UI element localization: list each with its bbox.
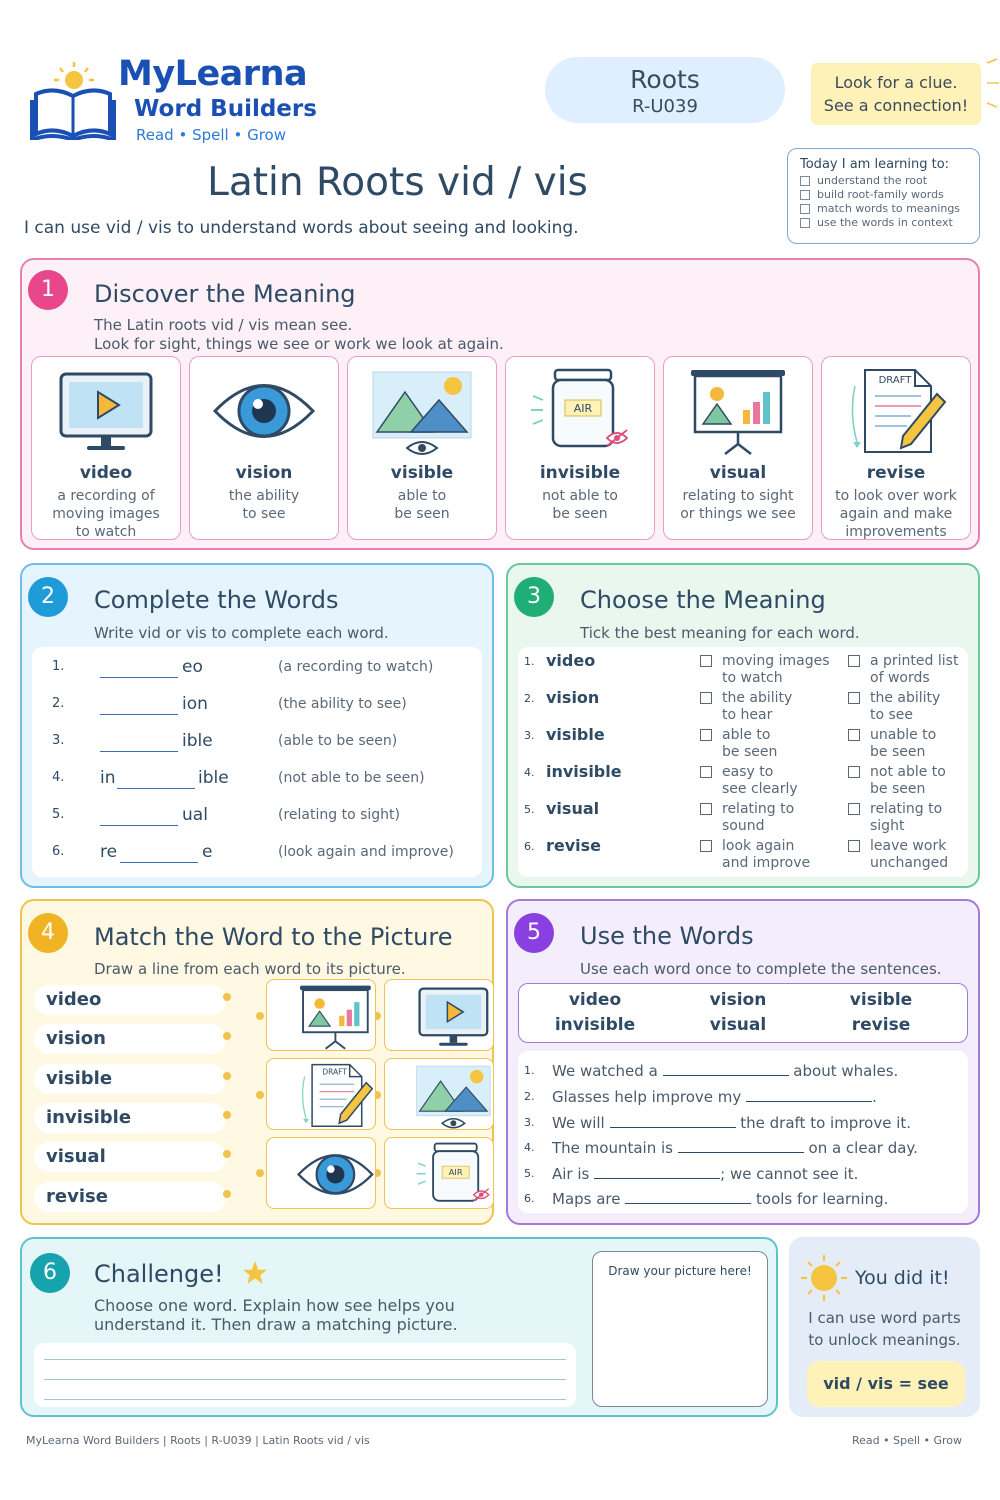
connect-dot[interactable] bbox=[223, 1032, 231, 1040]
checkbox-icon[interactable] bbox=[700, 729, 712, 741]
checkbox-icon[interactable] bbox=[700, 692, 712, 704]
card-word: video bbox=[79, 463, 133, 483]
match-picture[interactable] bbox=[266, 1058, 376, 1130]
answer-blank[interactable] bbox=[625, 1189, 751, 1204]
section-complete-words bbox=[20, 563, 494, 888]
section-discover-meaning bbox=[20, 258, 980, 550]
bank-word: visible bbox=[849, 990, 913, 1010]
section-use-words bbox=[506, 899, 980, 1225]
completion-row: 4. in ible (not able to be seen) bbox=[52, 768, 425, 788]
answer-blank[interactable] bbox=[120, 862, 198, 863]
option-a[interactable]: able to be seen bbox=[700, 727, 777, 761]
drawing-box[interactable] bbox=[592, 1251, 768, 1407]
match-word[interactable]: vision bbox=[34, 1024, 226, 1054]
completion-row: 6. re e (look again and improve) bbox=[52, 842, 454, 862]
unit-code: R-U039 bbox=[632, 96, 698, 117]
sparkle-rays-icon bbox=[983, 55, 1000, 115]
checkbox-icon[interactable] bbox=[848, 766, 860, 778]
eye-icon bbox=[209, 365, 319, 457]
footer-left: MyLearna Word Builders | Roots | R-U039 | Latin Roots vid / vis bbox=[26, 1434, 370, 1447]
card-meaning: not able to be seen bbox=[542, 488, 618, 522]
presentation-board-icon bbox=[683, 365, 793, 457]
sentence-row: 4. The mountain is on a clear day. bbox=[524, 1139, 918, 1157]
answer-blank[interactable] bbox=[100, 677, 178, 678]
card-word: revise bbox=[866, 463, 926, 483]
match-word[interactable]: visible bbox=[34, 1064, 226, 1094]
checkbox-icon[interactable] bbox=[848, 840, 860, 852]
bank-word: invisible bbox=[554, 1015, 636, 1035]
card-word: invisible bbox=[539, 463, 621, 483]
unit-title: Roots bbox=[630, 65, 700, 94]
word-card-video bbox=[31, 356, 181, 540]
word-completion-list bbox=[32, 647, 482, 877]
section-match-picture bbox=[20, 899, 494, 1225]
section-description: Write vid or vis to complete each word. bbox=[94, 624, 389, 642]
connect-dot[interactable] bbox=[223, 1072, 231, 1080]
answer-blank[interactable] bbox=[100, 751, 178, 752]
card-meaning: to look over work again and make improvements bbox=[835, 488, 957, 540]
card-word: visible bbox=[390, 463, 454, 483]
connect-dot[interactable] bbox=[223, 1190, 231, 1198]
learning-goal[interactable]: match words to meanings bbox=[800, 202, 967, 216]
answer-blank[interactable] bbox=[610, 1113, 736, 1128]
completion-row: 3. ible (able to be seen) bbox=[52, 731, 398, 751]
option-a[interactable]: look again and improve bbox=[700, 838, 810, 872]
sentence-row: 1. We watched a about whales. bbox=[524, 1062, 899, 1080]
checkbox-icon[interactable] bbox=[848, 655, 860, 667]
checkbox-icon[interactable] bbox=[700, 840, 712, 852]
section-description: Choose one word. Explain how see helps you understand it. Then draw a matching picture. bbox=[94, 1296, 458, 1334]
clue-note bbox=[811, 63, 981, 125]
checkbox-icon[interactable] bbox=[800, 204, 810, 214]
mountains-icon bbox=[367, 365, 477, 457]
word-card-vision bbox=[189, 356, 339, 540]
bank-word: revise bbox=[851, 1015, 911, 1035]
section-number: 2 bbox=[28, 577, 68, 617]
connect-dot[interactable] bbox=[256, 1091, 264, 1099]
completion-row: 5. ual (relating to sight) bbox=[52, 805, 400, 825]
section-title: Challenge! bbox=[94, 1260, 224, 1288]
learning-goal[interactable]: build root-family words bbox=[800, 188, 967, 202]
answer-blank[interactable] bbox=[594, 1164, 720, 1179]
sun-icon bbox=[799, 1253, 849, 1303]
brand-subtitle: Word Builders bbox=[134, 96, 317, 122]
option-b[interactable]: unable to be seen bbox=[848, 727, 936, 761]
meaning-row: 3. visible able to be seen unable to be seen bbox=[524, 725, 937, 760]
learning-goals-title: Today I am learning to: bbox=[800, 157, 950, 172]
answer-blank[interactable] bbox=[100, 825, 178, 826]
option-b[interactable]: leave work unchanged bbox=[848, 838, 948, 872]
video-monitor-icon bbox=[51, 365, 161, 457]
match-word[interactable]: invisible bbox=[34, 1103, 226, 1133]
footer-right: Read • Spell • Grow bbox=[852, 1434, 962, 1447]
card-meaning: relating to sight or things we see bbox=[680, 488, 796, 522]
word-bank bbox=[518, 983, 968, 1043]
draft-pencil-icon bbox=[841, 365, 951, 457]
card-word: visual bbox=[709, 463, 767, 483]
section-title: Use the Words bbox=[580, 922, 754, 950]
option-b[interactable]: a printed list of words bbox=[848, 653, 958, 687]
completion-row: 2. ion (the ability to see) bbox=[52, 694, 407, 714]
word-card-invisible bbox=[505, 356, 655, 540]
meaning-row: 1. video moving images to watch a printed list of words bbox=[524, 651, 959, 686]
video-monitor-icon bbox=[385, 980, 493, 1050]
completion-message: I can use word parts to unlock meanings. bbox=[808, 1309, 961, 1349]
sentence-row: 6. Maps are tools for learning. bbox=[524, 1190, 889, 1208]
section-number: 4 bbox=[28, 913, 68, 953]
section-number: 1 bbox=[28, 270, 68, 310]
section-description: The Latin roots vid / vis mean see. Look for sight, things we see or work we look at again. bbox=[94, 316, 504, 353]
match-picture[interactable] bbox=[384, 979, 494, 1051]
sentence-row: 3. We will the draft to improve it. bbox=[524, 1114, 912, 1132]
answer-blank[interactable] bbox=[663, 1061, 789, 1076]
connect-dot[interactable] bbox=[223, 993, 231, 1001]
option-b[interactable]: the ability to see bbox=[848, 690, 940, 724]
eye-icon bbox=[267, 1138, 375, 1208]
drawing-label: Draw your picture here! bbox=[608, 1264, 752, 1278]
unit-pill bbox=[545, 57, 785, 123]
draft-pencil-icon bbox=[267, 1059, 375, 1129]
connect-dot[interactable] bbox=[256, 1012, 264, 1020]
learning-goals-box bbox=[787, 148, 980, 244]
clue-line-1: Look for a clue. bbox=[834, 73, 958, 92]
page-title: Latin Roots vid / vis bbox=[207, 160, 588, 205]
section-title: Match the Word to the Picture bbox=[94, 923, 453, 951]
match-word[interactable]: video bbox=[34, 985, 226, 1015]
brand-tagline: Read • Spell • Grow bbox=[136, 126, 286, 144]
connect-dot[interactable] bbox=[223, 1111, 231, 1119]
option-a[interactable]: relating to sound bbox=[700, 801, 794, 835]
completion-box bbox=[789, 1237, 980, 1417]
checkbox-icon[interactable] bbox=[848, 692, 860, 704]
connect-dot[interactable] bbox=[223, 1150, 231, 1158]
section-description: Use each word once to complete the sentences. bbox=[580, 960, 942, 978]
checkbox-icon[interactable] bbox=[700, 655, 712, 667]
word-card-visible bbox=[347, 356, 497, 540]
section-choose-meaning bbox=[506, 563, 980, 888]
card-meaning: able to be seen bbox=[394, 488, 450, 522]
meaning-row: 4. invisible easy to see clearly not able to be seen bbox=[524, 762, 946, 797]
checkbox-icon[interactable] bbox=[800, 176, 810, 186]
match-picture[interactable] bbox=[266, 1137, 376, 1209]
sentence-row: 2. Glasses help improve my . bbox=[524, 1088, 877, 1106]
root-equation: vid / vis = see bbox=[807, 1361, 965, 1407]
presentation-board-icon bbox=[267, 980, 375, 1050]
open-book-icon bbox=[30, 60, 116, 140]
brand-logo bbox=[30, 52, 330, 147]
completion-title: You did it! bbox=[855, 1267, 950, 1289]
bank-word: visual bbox=[709, 1015, 767, 1035]
learning-goal[interactable]: use the words in context bbox=[800, 216, 967, 230]
match-picture[interactable] bbox=[266, 979, 376, 1051]
section-number: 5 bbox=[514, 913, 554, 953]
page-subtitle: I can use vid / vis to understand words about seeing and looking. bbox=[24, 218, 579, 238]
completion-row: 1. eo (a recording to watch) bbox=[52, 657, 434, 677]
word-card-revise bbox=[821, 356, 971, 540]
section-number: 3 bbox=[514, 577, 554, 617]
section-title: Choose the Meaning bbox=[580, 586, 826, 614]
answer-blank[interactable] bbox=[100, 714, 178, 715]
checkbox-icon[interactable] bbox=[800, 190, 810, 200]
card-meaning: the ability to see bbox=[228, 488, 300, 522]
meaning-row: 2. vision the ability to hear the ability to see bbox=[524, 688, 941, 723]
match-picture[interactable] bbox=[384, 1137, 494, 1209]
bank-word: video bbox=[568, 990, 622, 1010]
word-card-visual bbox=[663, 356, 813, 540]
learning-goal[interactable]: understand the root bbox=[800, 174, 967, 188]
air-jar-icon bbox=[525, 365, 635, 457]
section-challenge bbox=[20, 1237, 778, 1417]
bank-word: vision bbox=[709, 990, 767, 1010]
mountains-icon bbox=[385, 1059, 493, 1129]
section-description: Draw a line from each word to its picture. bbox=[94, 960, 406, 978]
section-title: Complete the Words bbox=[94, 586, 339, 614]
air-jar-icon bbox=[385, 1138, 493, 1208]
match-picture[interactable] bbox=[384, 1058, 494, 1130]
explanation-lines[interactable] bbox=[34, 1343, 576, 1407]
match-word[interactable]: revise bbox=[34, 1182, 226, 1212]
card-word: vision bbox=[235, 463, 293, 483]
brand-name: MyLearna bbox=[118, 54, 308, 94]
checkbox-icon[interactable] bbox=[848, 803, 860, 815]
option-a[interactable]: moving images to watch bbox=[700, 653, 830, 687]
clue-line-2: See a connection! bbox=[823, 96, 969, 115]
checkbox-icon[interactable] bbox=[848, 729, 860, 741]
answer-blank[interactable] bbox=[678, 1138, 804, 1153]
connect-dot[interactable] bbox=[256, 1169, 264, 1177]
answer-blank[interactable] bbox=[117, 788, 195, 789]
match-word[interactable]: visual bbox=[34, 1142, 226, 1172]
section-description: Tick the best meaning for each word. bbox=[580, 624, 860, 642]
section-title: Discover the Meaning bbox=[94, 280, 356, 308]
meaning-row: 5. visual relating to sound relating to sight bbox=[524, 799, 943, 834]
option-b[interactable]: relating to sight bbox=[848, 801, 942, 835]
checkbox-icon[interactable] bbox=[700, 803, 712, 815]
card-meaning: a recording of moving images to watch bbox=[52, 488, 160, 540]
checkbox-icon[interactable] bbox=[800, 218, 810, 228]
option-a[interactable]: easy to see clearly bbox=[700, 764, 798, 798]
answer-blank[interactable] bbox=[746, 1087, 872, 1102]
checkbox-icon[interactable] bbox=[700, 766, 712, 778]
section-number: 6 bbox=[30, 1253, 70, 1293]
option-b[interactable]: not able to be seen bbox=[848, 764, 946, 798]
star-icon bbox=[242, 1260, 268, 1286]
sentence-row: 5. Air is ; we cannot see it. bbox=[524, 1165, 859, 1183]
meaning-row: 6. revise look again and improve leave work unchanged bbox=[524, 836, 949, 871]
option-a[interactable]: the ability to hear bbox=[700, 690, 792, 724]
